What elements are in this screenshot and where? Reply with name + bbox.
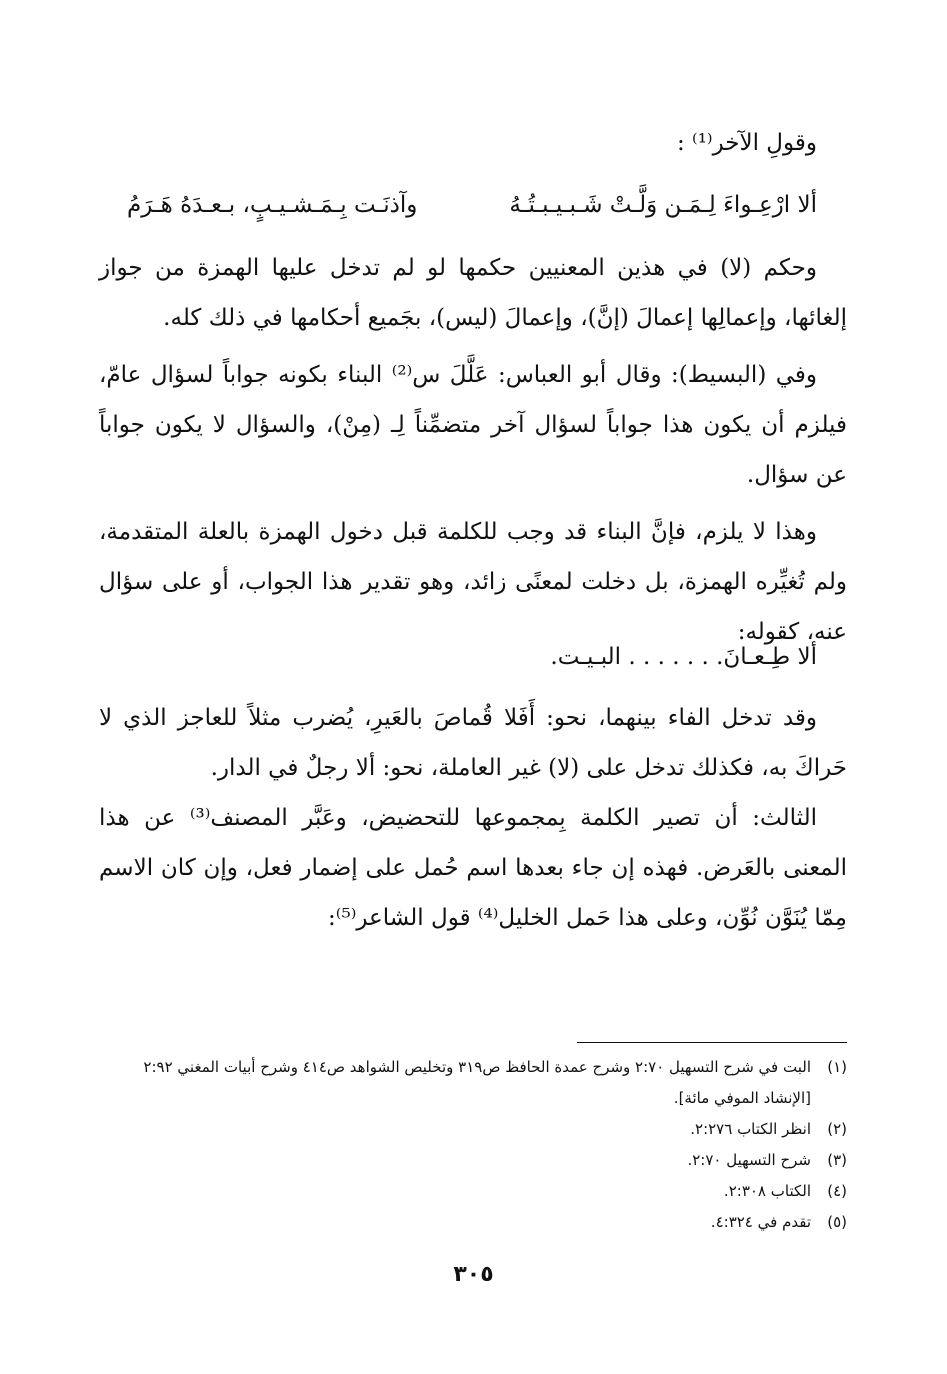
footnote-text: البت في شرح التسهيل ٢:٧٠ وشرح عمدة الحافظ ص٣١٩ وتخليص الشواهد ص٤١٤ وشرح أبيات المغني ٢:٩٢ [الإنشاد الموفي مائة]. <box>143 1058 811 1107</box>
footnote-number: (٤) <box>827 1182 847 1200</box>
footnote-number: (١) <box>827 1058 847 1076</box>
footnote-number: (٥) <box>827 1213 847 1231</box>
footnote-separator <box>577 1042 847 1043</box>
footnote-4 <box>99 1176 847 1207</box>
footnote-1 <box>99 1052 847 1114</box>
footnotes <box>99 1052 847 1238</box>
footnote-number: (٣) <box>827 1151 847 1169</box>
footnote-5 <box>99 1207 847 1238</box>
main-text-section-2 <box>99 693 847 943</box>
paragraph-5: الثالث: أن تصير الكلمة بِمجموعها للتحضيض، وعَبَّر المصنف⁽³⁾ عن هذا المعنى بالعَرض. فهذه إن جاء بعدها اسم حُمل على إضمار فعل، وإن كان الاسم مِمّا يُنَوَّن نُوِّن، وعلى هذا حَمل الخليل⁽⁴⁾ قول الشاعر⁽⁵⁾: <box>99 805 847 931</box>
verse-second-hemistich: وآذنَـت بِـمَـشـيـبٍ، بـعـدَهُ هَـرَمُ <box>127 192 418 218</box>
main-text-section-1 <box>99 243 847 657</box>
footnote-text: الكتاب ٢:٣٠٨. <box>723 1182 811 1200</box>
verse-first-hemistich: ألا ارْعِـواءَ لِـمَـن وَلَّـتْ شَـبـيـبـتُـهُ <box>509 192 817 218</box>
footnote-number: (٢) <box>827 1120 847 1138</box>
short-verse: ألا طِـعـانَ. . . . . . . البـيـت. <box>550 644 817 670</box>
footnote-3 <box>99 1145 847 1176</box>
intro-line: وقولِ الآخر⁽¹⁾ : <box>676 130 817 156</box>
page-number: ٣٠٥ <box>453 1262 494 1287</box>
paragraph-1: وحكم (لا) في هذين المعنيين حكمها لو لم تدخل عليها الهمزة من جواز إلغائها، وإعمالِها إعمالَ (إنَّ)، وإعمالَ (ليس)، بجَميع أحكامها في ذلك كله. <box>99 255 847 331</box>
paragraph-2: وفي (البسيط): وقال أبو العباس: عَلَّلَ س⁽²⁾ البناء بكونه جواباً لسؤال عامّ، فيلزم أن يكون هذا جواباً لسؤال آخر متضمِّناً لِـ (مِنْ)، والسؤال لا يكون جواباً عن سؤال. <box>99 362 847 488</box>
verse-line-1 <box>127 180 817 230</box>
footnote-text: تقدم في ٤:٣٢٤. <box>710 1213 811 1231</box>
footnote-text: شرح التسهيل ٢:٧٠. <box>687 1151 811 1169</box>
footnote-text: انظر الكتاب ٢:٢٧٦. <box>690 1120 811 1138</box>
paragraph-3: وهذا لا يلزم، فإنَّ البناء قد وجب للكلمة قبل دخول الهمزة بالعلة المتقدمة، ولم تُغيِّره الهمزة، بل دخلت لمعنًى زائد، وهو تقدير هذا الجواب، أو على سؤال عنه، كقوله: <box>99 519 847 645</box>
footnote-2 <box>99 1114 847 1145</box>
paragraph-4: وقد تدخل الفاء بينهما، نحو: أَفَلا قُماصَ بالعَيرِ، يُضرب مثلاً للعاجز الذي لا حَراكَ به، فكذلك تدخل على (لا) غير العاملة، نحو: ألا رجلٌ في الدار. <box>99 705 847 781</box>
